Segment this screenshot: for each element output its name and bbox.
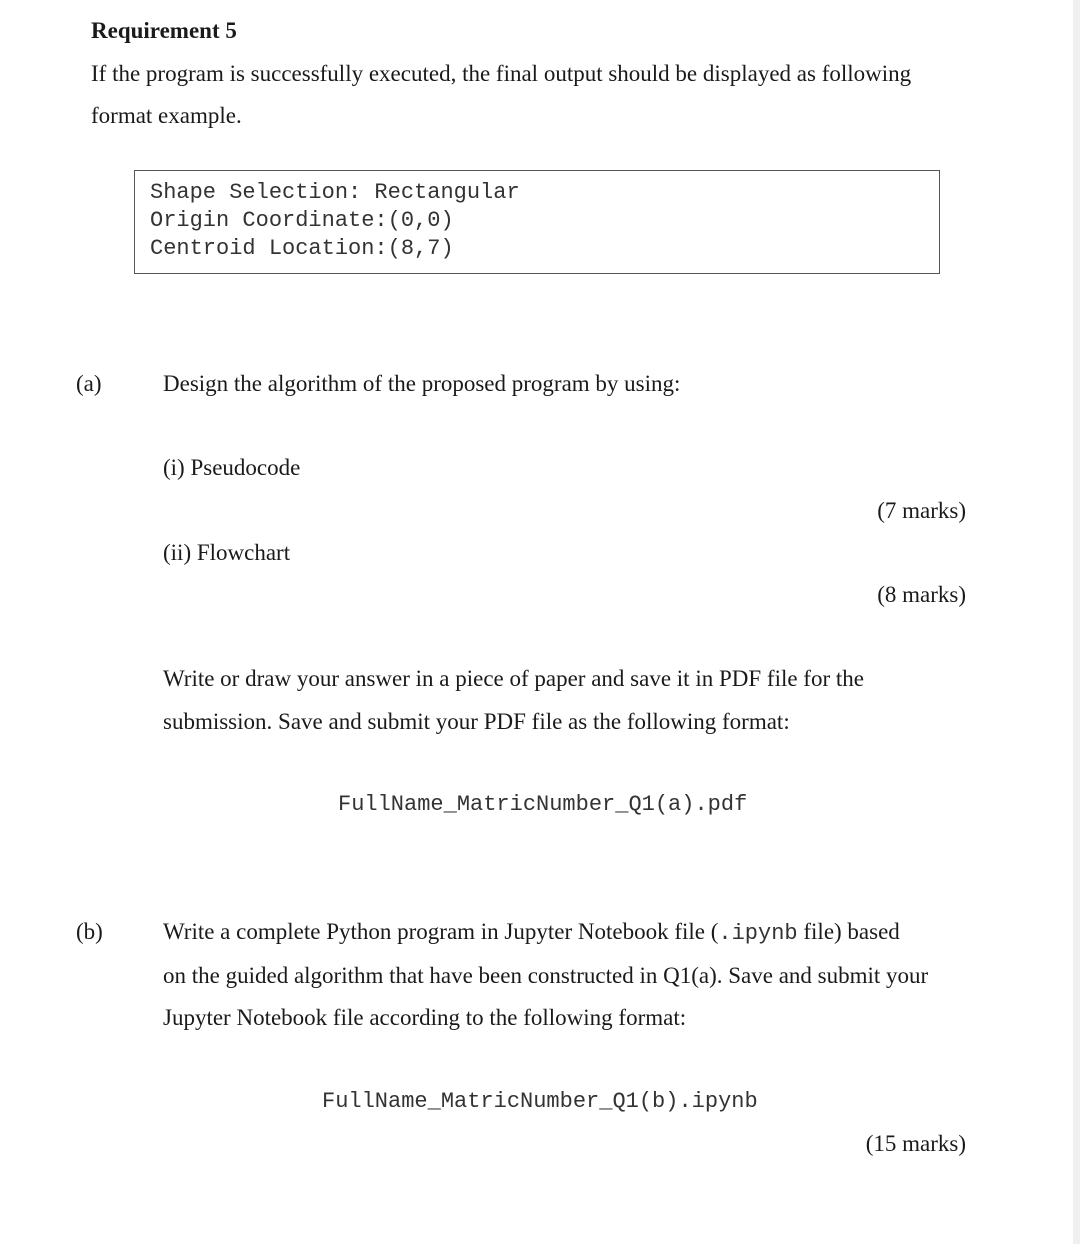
part-a-instruction-line2: submission. Save and submit your PDF file as the following format: — [163, 709, 790, 734]
part-a-instruction-line1: Write or draw your answer in a piece of paper and save it in PDF file for the — [163, 666, 864, 691]
part-b-label: (b) — [76, 919, 103, 944]
output-line-centroid: Centroid Location:(8,7) — [150, 236, 454, 261]
part-b-filename: FullName_MatricNumber_Q1(b).ipynb — [322, 1089, 758, 1114]
part-a-filename: FullName_MatricNumber_Q1(a).pdf — [338, 792, 748, 817]
part-b-ipynb-code: .ipynb — [718, 921, 798, 946]
requirement-body-line2: format example. — [91, 103, 242, 128]
requirement-body-line1: If the program is successfully executed, the final output should be displayed as following — [91, 61, 912, 86]
part-b-line1-pre: Write a complete Python program in Jupyter Notebook file ( — [163, 919, 719, 944]
part-a-prompt: Design the algorithm of the proposed program by using: — [163, 371, 681, 396]
output-line-shape: Shape Selection: Rectangular — [150, 180, 520, 205]
page-edge — [1073, 0, 1080, 1244]
part-b-line1-post: file) based — [797, 919, 900, 944]
part-a-item-flowchart-marks: (8 marks) — [877, 582, 966, 607]
output-example-box — [134, 170, 940, 274]
part-b-line3: Jupyter Notebook file according to the following format: — [163, 1005, 687, 1030]
requirement-title: Requirement 5 — [91, 18, 237, 43]
part-b-line1 — [163, 919, 900, 947]
part-b-line2: on the guided algorithm that have been constructed in Q1(a). Save and submit your — [163, 963, 929, 988]
part-a-item-flowchart: (ii) Flowchart — [163, 540, 291, 565]
part-a-item-pseudocode-marks: (7 marks) — [877, 498, 966, 523]
part-a-item-pseudocode: (i) Pseudocode — [163, 455, 301, 480]
output-line-origin: Origin Coordinate:(0,0) — [150, 208, 454, 233]
part-a-label: (a) — [76, 371, 102, 396]
part-b-marks: (15 marks) — [865, 1131, 966, 1156]
